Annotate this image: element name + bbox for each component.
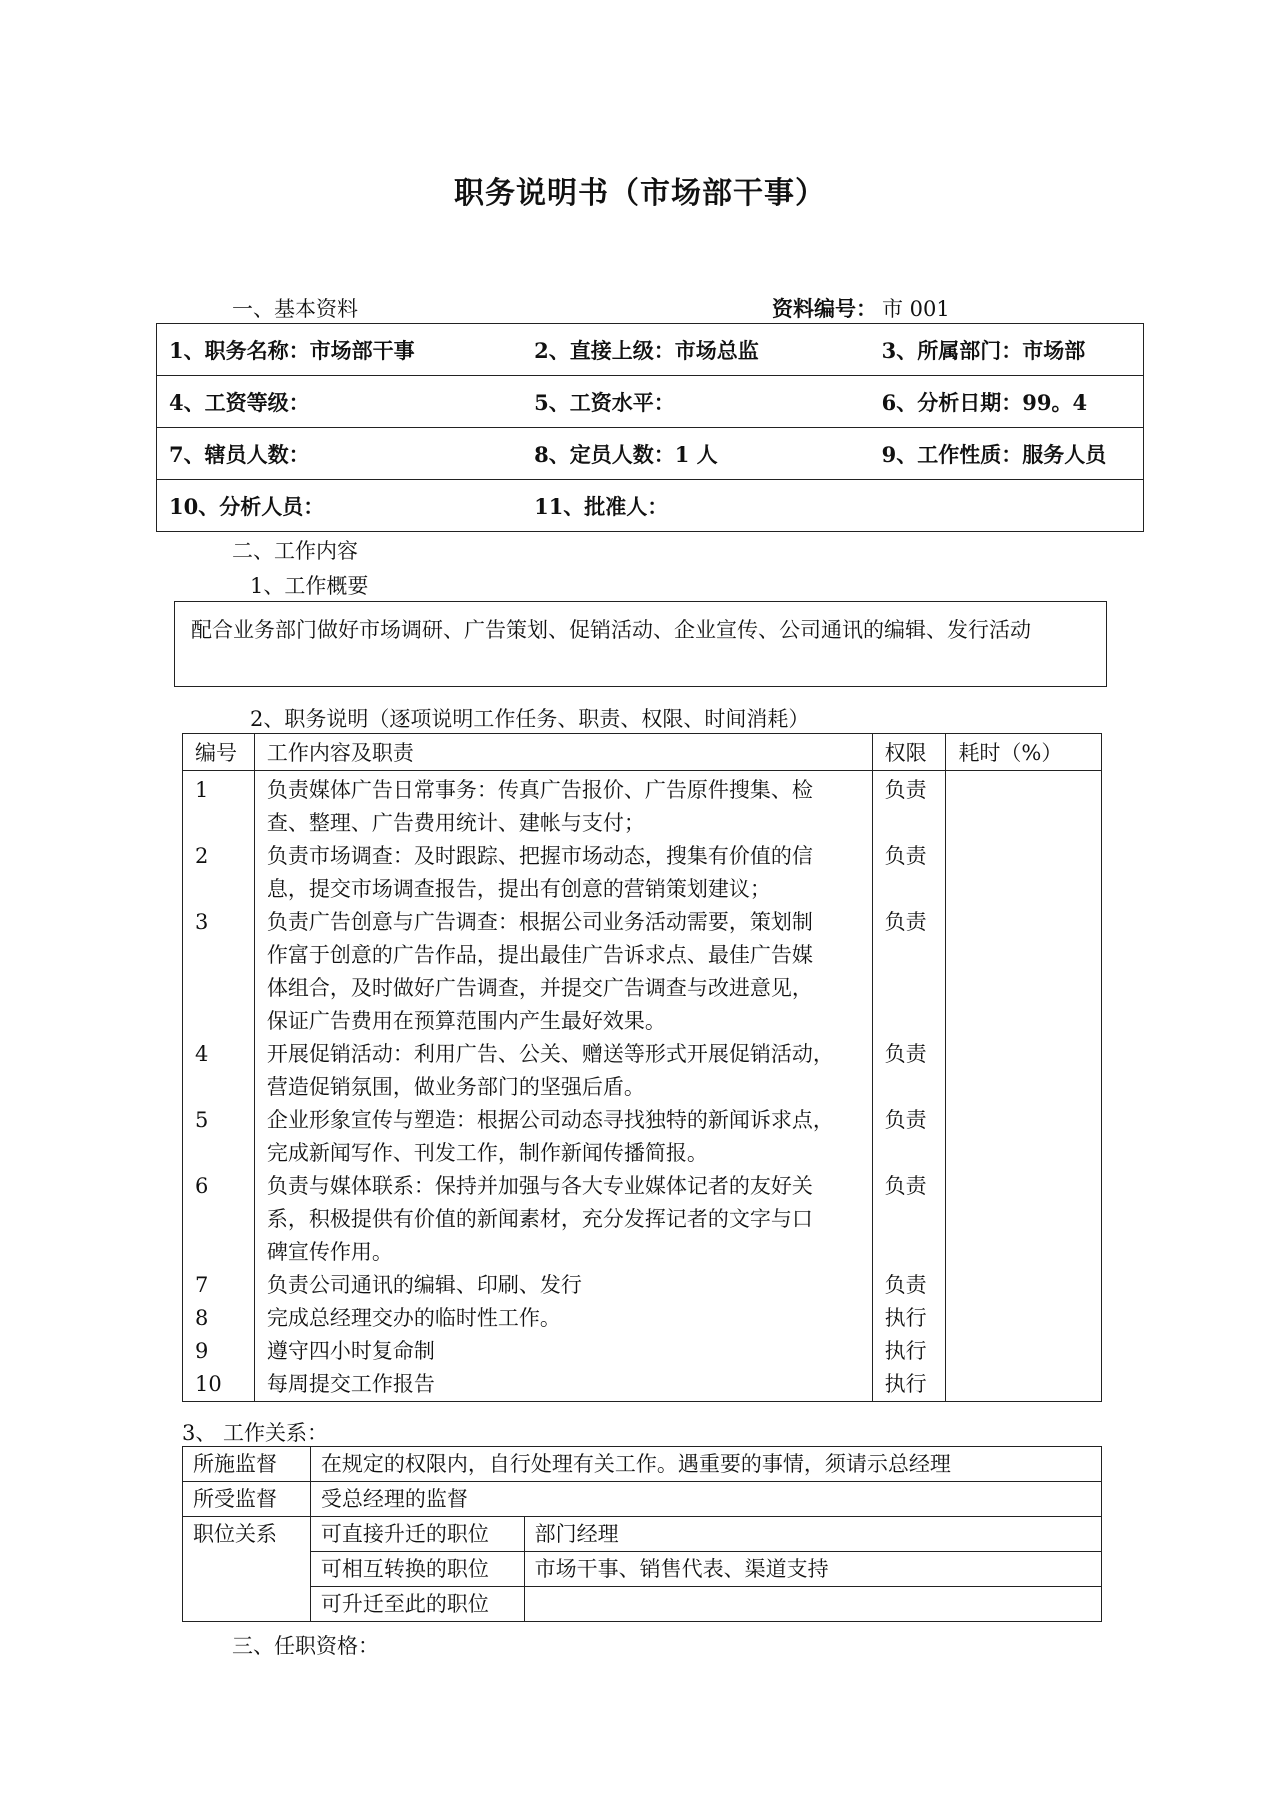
header-no: 编号 (183, 734, 255, 771)
duty-number: 6 (195, 1174, 209, 1198)
relations-table (182, 1446, 1102, 1622)
position-value: 部门经理 (524, 1517, 1101, 1552)
duty-authority: 负责 (884, 1042, 927, 1066)
relations-heading: 3、 工作关系： (182, 1421, 329, 1445)
duties-header-row (183, 734, 1102, 771)
duty-number: 9 (195, 1339, 209, 1363)
salary-grade-cell: 4、工资等级： (169, 389, 310, 415)
duty-number: 1 (195, 778, 209, 802)
position-label: 职位关系 (183, 1517, 311, 1622)
duty-line: 负责市场调查：及时跟踪、把握市场动态，搜集有价值的信 (266, 844, 813, 868)
basic-info-row (157, 376, 1144, 428)
duty-line: 查、整理、广告费用统计、建帐与支付； (266, 811, 645, 835)
duty-number: 7 (195, 1273, 209, 1297)
headcount-cell: 8、定员人数：1 人 (534, 441, 718, 467)
empty-cell (870, 480, 1144, 532)
relation-row (183, 1517, 1102, 1552)
duty-line: 企业形象宣传与塑造：根据公司动态寻找独特的新闻诉求点， (266, 1108, 834, 1132)
supervise-value: 在规定的权限内，自行处理有关工作。遇重要的事情，须请示总经理 (310, 1447, 1101, 1482)
position-type: 可直接升迁的职位 (310, 1517, 524, 1552)
duty-content-column (254, 771, 872, 1402)
duty-authority: 负责 (884, 1174, 927, 1198)
supervise-label: 所施监督 (183, 1447, 311, 1482)
qualification-heading: 三、任职资格： (232, 1634, 379, 1658)
duty-line: 完成总经理交办的临时性工作。 (266, 1306, 561, 1330)
subordinates-cell: 7、辖员人数： (169, 441, 310, 467)
duty-authority: 负责 (884, 1273, 927, 1297)
overview-text: 配合业务部门做好市场调研、广告策划、促销活动、企业宣传、公司通讯的编辑、发行活动 (191, 618, 1031, 642)
duty-line: 遵守四小时复命制 (266, 1339, 435, 1363)
relation-row (183, 1447, 1102, 1482)
duty-number: 8 (195, 1306, 209, 1330)
duty-line: 碑宣传作用。 (266, 1240, 393, 1264)
duty-authority: 执行 (884, 1372, 927, 1396)
overview-box (174, 601, 1107, 687)
duty-authority: 负责 (884, 910, 927, 934)
header-time: 耗时（%） (946, 734, 1102, 771)
supervised-label: 所受监督 (183, 1482, 311, 1517)
duties-table (182, 733, 1102, 1402)
duties-heading: 2、职务说明（逐项说明工作任务、职责、权限、时间消耗） (250, 707, 810, 731)
duty-line: 负责媒体广告日常事务：传真广告报价、广告原件搜集、检 (266, 778, 813, 802)
relation-row (183, 1482, 1102, 1517)
duty-line: 保证广告费用在预算范围内产生最好效果。 (266, 1009, 666, 1033)
ref-value: 市 001 (882, 297, 950, 321)
supervised-value: 受总经理的监督 (310, 1482, 1101, 1517)
header-content: 工作内容及职责 (254, 734, 872, 771)
ref-label: 资料编号： (772, 296, 877, 321)
duty-authority: 执行 (884, 1339, 927, 1363)
duty-authority: 执行 (884, 1306, 927, 1330)
page-title: 职务说明书（市场部干事） (454, 176, 826, 211)
duty-line: 开展促销活动：利用广告、公关、赠送等形式开展促销活动， (266, 1042, 834, 1066)
section-work-heading: 二、工作内容 (232, 539, 358, 563)
duty-authority: 负责 (884, 778, 927, 802)
department-cell: 3、所属部门：市场部 (881, 337, 1086, 363)
duty-number: 2 (195, 844, 209, 868)
duty-line: 系，积极提供有价值的新闻素材，充分发挥记者的文字与口 (266, 1207, 813, 1231)
duty-number: 10 (195, 1372, 222, 1396)
duty-line: 营造促销氛围，做业务部门的坚强后盾。 (266, 1075, 645, 1099)
analyst-cell: 10、分析人员： (169, 493, 325, 519)
header-authority: 权限 (872, 734, 946, 771)
overview-heading: 1、工作概要 (250, 574, 369, 598)
position-type: 可相互转换的职位 (310, 1552, 524, 1587)
duty-no-column (183, 771, 255, 1402)
duties-body-row (183, 771, 1102, 1402)
duty-time-column (946, 771, 1102, 1402)
relation-row (183, 1587, 1102, 1622)
job-title-cell: 1、职务名称：市场部干事 (169, 337, 415, 363)
duty-line: 负责公司通讯的编辑、印刷、发行 (266, 1273, 582, 1297)
direct-superior-cell: 2、直接上级：市场总监 (534, 337, 759, 363)
salary-level-cell: 5、工资水平： (534, 389, 675, 415)
duty-authority-column (872, 771, 946, 1402)
duty-line: 完成新闻写作、刊发工作，制作新闻传播简报。 (266, 1141, 708, 1165)
basic-info-row (157, 428, 1144, 480)
duty-number: 5 (195, 1108, 209, 1132)
duty-number: 3 (195, 910, 209, 934)
duty-number: 4 (195, 1042, 209, 1066)
basic-info-row (157, 480, 1144, 532)
analysis-date-cell: 6、分析日期：99。4 (881, 389, 1088, 415)
duty-line: 负责广告创意与广告调查：根据公司业务活动需要，策划制 (266, 910, 813, 934)
section-basic-heading: 一、基本资料 (232, 297, 358, 321)
approver-cell: 11、批准人： (534, 493, 669, 519)
duty-authority: 负责 (884, 1108, 927, 1132)
relation-row (183, 1552, 1102, 1587)
basic-info-table (156, 323, 1144, 532)
basic-info-row (157, 324, 1144, 376)
position-value (524, 1587, 1101, 1622)
duty-line: 体组合，及时做好广告调查，并提交广告调查与改进意见， (266, 976, 813, 1000)
duty-line: 每周提交工作报告 (266, 1372, 435, 1396)
duty-line: 负责与媒体联系：保持并加强与各大专业媒体记者的友好关 (266, 1174, 813, 1198)
position-value: 市场干事、销售代表、渠道支持 (524, 1552, 1101, 1587)
duty-line: 息，提交市场调查报告，提出有创意的营销策划建议； (266, 877, 771, 901)
duty-line: 作富于创意的广告作品，提出最佳广告诉求点、最佳广告媒 (266, 943, 813, 967)
job-nature-cell: 9、工作性质：服务人员 (881, 441, 1107, 467)
duty-authority: 负责 (884, 844, 927, 868)
position-type: 可升迁至此的职位 (310, 1587, 524, 1622)
